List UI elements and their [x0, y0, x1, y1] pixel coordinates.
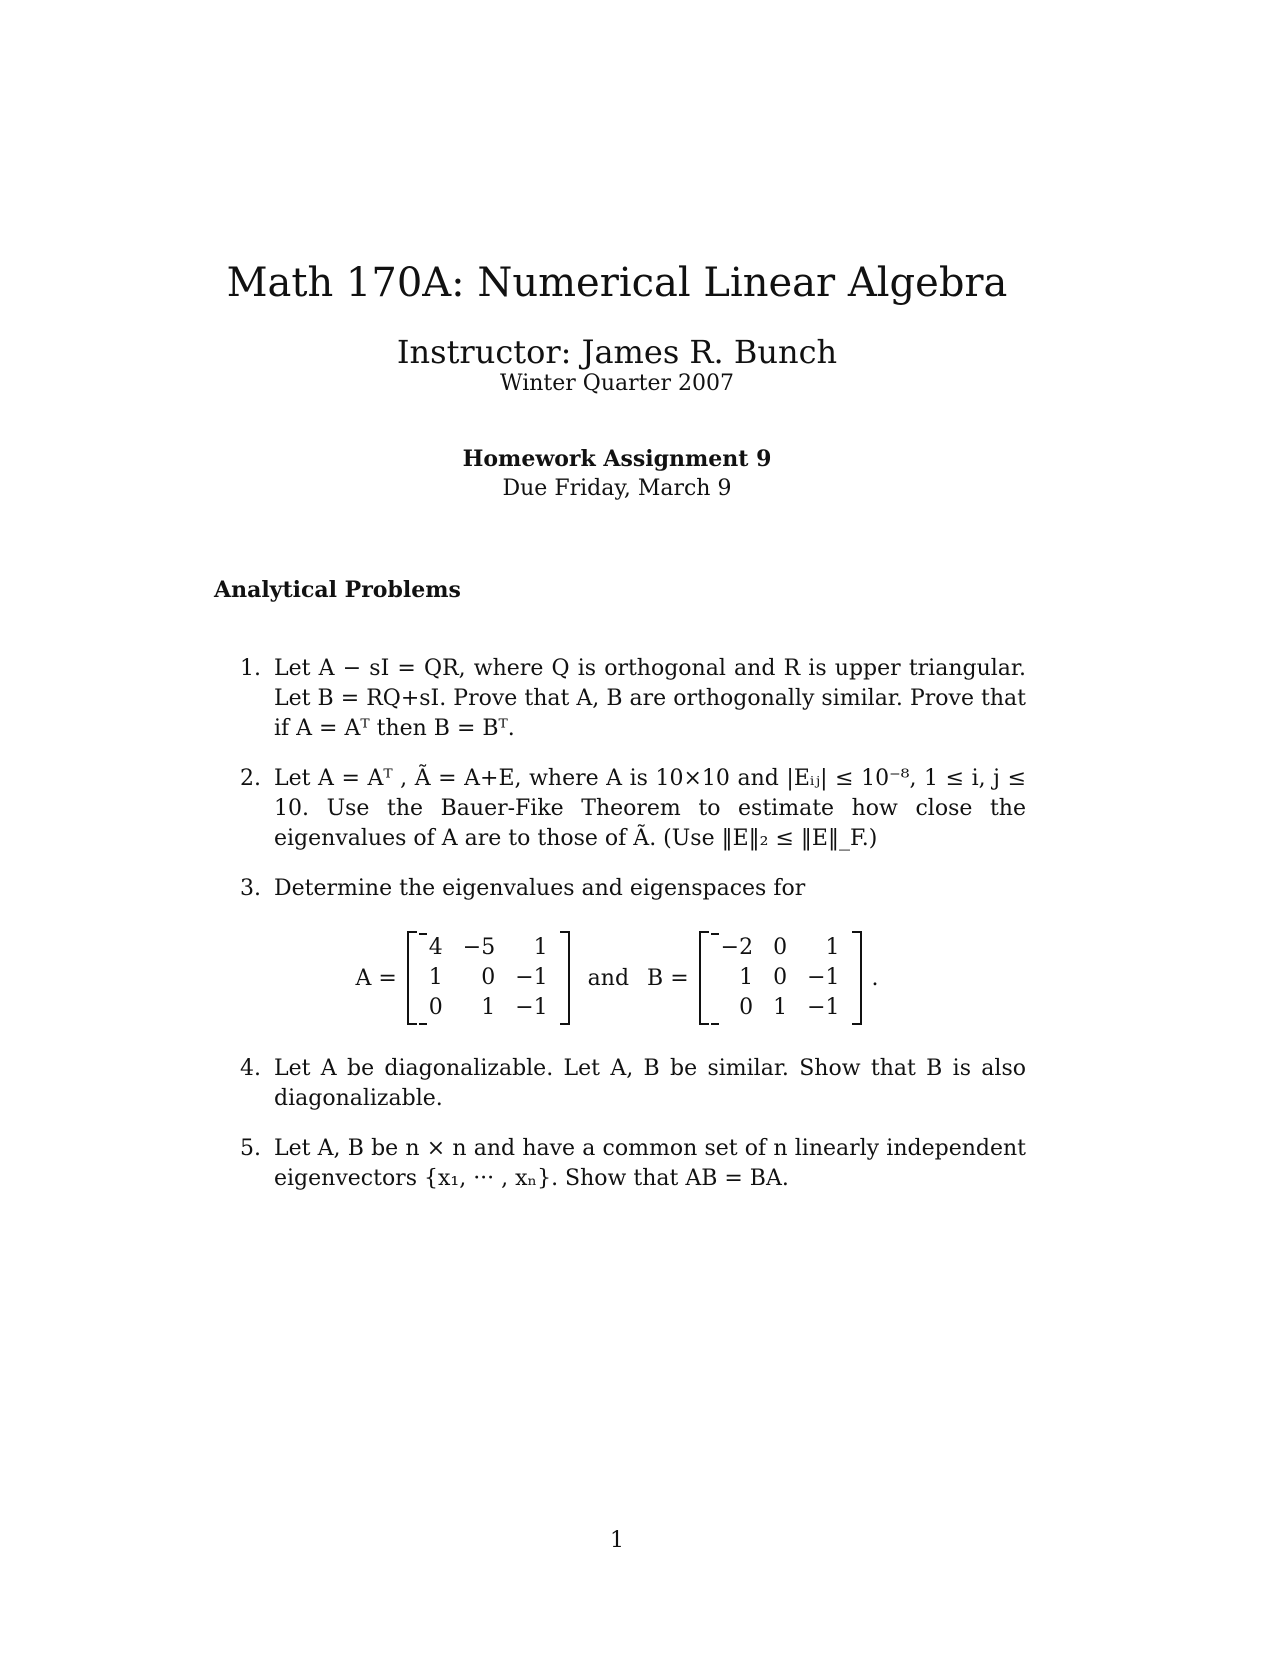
matrix-cell: 1 [481, 995, 496, 1020]
section-heading: Analytical Problems [214, 577, 461, 603]
matrix-b-label: B = [647, 965, 689, 991]
matrix-cell: 0 [773, 965, 788, 990]
matrix-cell: 0 [481, 965, 496, 990]
matrix-cell: 1 [825, 935, 840, 960]
matrix-cell: 1 [428, 965, 443, 990]
problem-text: Let A = Aᵀ , Ã = A+E, where A is 10×10 and |Eᵢⱼ| ≤ 10⁻⁸, 1 ≤ i, j ≤ 10. Use the Bauer-Fike Theorem to estimate how close the eigenvalues of A are to those of Ã. (Use ‖E‖₂ ≤ ‖E‖_F.) [274, 766, 1026, 851]
problem-text: Let A − sI = QR, where Q is orthogonal and R is upper triangular. Let B = RQ+sI. Prove that A, B are orthogonally similar. Prove that if A = Aᵀ then B = Bᵀ. [274, 656, 1026, 741]
problem-4 [240, 1054, 1026, 1114]
problem-text: Let A be diagonalizable. Let A, B be similar. Show that B is also diagonalizable. [274, 1056, 1026, 1111]
matrix-end-period: . [871, 965, 879, 991]
matrix-cell: 1 [533, 935, 548, 960]
matrix-cell: 1 [739, 965, 754, 990]
matrix-connector: and [587, 965, 630, 991]
problem-number: 5. [240, 1136, 261, 1161]
matrix-cell: −2 [720, 935, 754, 960]
matrix-cell: 4 [428, 935, 443, 960]
problem-number: 1. [240, 656, 261, 681]
problem-number: 4. [240, 1056, 261, 1081]
problem-number: 2. [240, 766, 261, 791]
matrix-b [699, 931, 862, 1025]
assignment-title: Homework Assignment 9 [462, 446, 772, 472]
matrix-cell: −1 [807, 995, 840, 1020]
problem-2 [240, 764, 1026, 854]
page-title: Math 170A: Numerical Linear Algebra [226, 260, 1008, 306]
matrix-cell: −1 [807, 965, 840, 990]
problem-text: Let A, B be n × n and have a common set of n linearly independent eigenvectors {x₁, ··· , xₙ}. Show that AB = BA. [274, 1136, 1026, 1191]
matrix-display [0, 930, 1234, 1026]
matrix-cell: 0 [739, 995, 754, 1020]
problem-5 [240, 1134, 1026, 1194]
due-date: Due Friday, March 9 [502, 476, 732, 501]
matrix-cell: 0 [773, 935, 788, 960]
matrix-cell: −1 [515, 965, 548, 990]
instructor-line: Instructor: James R. Bunch [396, 333, 838, 371]
matrix-cell: −1 [515, 995, 548, 1020]
matrix-a [407, 931, 570, 1025]
problem-3 [240, 874, 1026, 904]
term-line: Winter Quarter 2007 [500, 371, 734, 396]
matrix-cell: −5 [462, 935, 496, 960]
problem-1 [240, 654, 1026, 744]
problem-text: Determine the eigenvalues and eigenspaces for [274, 876, 806, 901]
matrix-cell: 1 [773, 995, 788, 1020]
problem-number: 3. [240, 876, 261, 901]
matrix-a-label: A = [355, 965, 397, 991]
matrix-cell: 0 [428, 995, 443, 1020]
page-number: 1 [610, 1528, 624, 1553]
